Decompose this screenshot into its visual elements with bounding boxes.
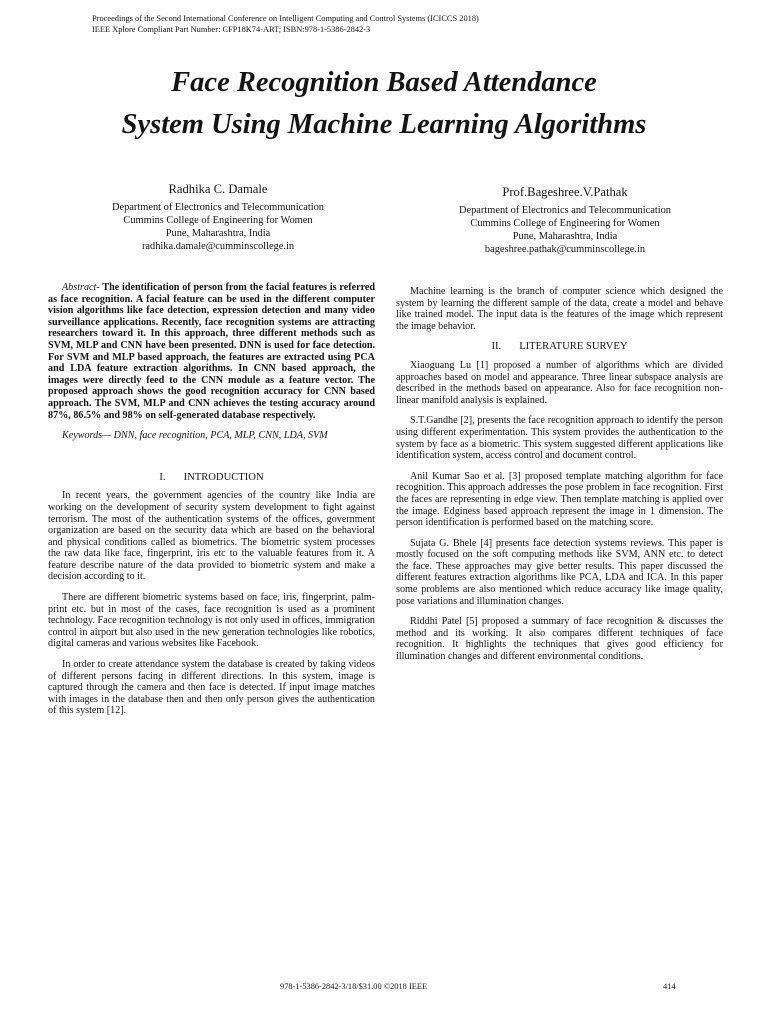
running-header bbox=[92, 13, 479, 35]
author-college: Cummins College of Engineering for Women bbox=[123, 215, 313, 226]
author-block-1 bbox=[58, 181, 378, 253]
paper-title bbox=[0, 62, 768, 146]
author-name: Radhika C. Damale bbox=[168, 182, 268, 196]
copyright-footer: 978-1-5386-2842-3/18/$31.00 ©2018 IEEE bbox=[280, 982, 428, 991]
lit-paragraph-2: S.T.Gandhe [2], presents the face recognition approach to identify the person using different experimentation. This system provides the authentication to the system by face as a biometric. This system suggested different applications like identification system, access control and document control. bbox=[396, 415, 723, 462]
page-number: 414 bbox=[663, 982, 676, 991]
title-line-2: System Using Machine Learning Algorithms bbox=[121, 109, 647, 140]
author-email: radhika.damale@cumminscollege.in bbox=[141, 241, 295, 252]
author-dept: Department of Electronics and Telecommunication bbox=[458, 205, 671, 216]
author-location: Pune, Maharashtra, India bbox=[512, 231, 618, 242]
left-column bbox=[48, 282, 375, 726]
header-line-2: IEEE Xplore Compliant Part Number: CFP18K74-ART; ISBN:978-1-5386-2842-3 bbox=[92, 25, 371, 34]
intro-paragraph-2: There are different biometric systems based on face, iris, fingerprint, palm-print etc. but in most of the cases, face recognition is used as a prominent technology. Face recognition technology is not only used in offices, immigration control in airport but also used in the new generation technologies like robotics, digital cameras and various websites like Facebook. bbox=[48, 592, 375, 650]
abstract-label: Abstract- bbox=[62, 282, 100, 293]
author-college: Cummins College of Engineering for Women bbox=[470, 218, 660, 229]
section-number: I. bbox=[159, 471, 166, 483]
intro-paragraph-1: In recent years, the government agencies of the country like India are working on the development of security system development to fight against terrorism. The most of the authentication systems of the offices, government organization are based on the security data which are based on the behavioral and physical conditions called as biometrics. The biometric system processes the raw data like face, fingerprint, iris etc to the valuable features from it. A feature describe nature of the data provided to biometric system and make a decision according to it. bbox=[48, 490, 375, 583]
author-name: Prof.Bageshree.V.Pathak bbox=[502, 185, 628, 199]
keywords: Keywords— DNN, face recognition, PCA, MLP, CNN, LDA, SVM bbox=[62, 430, 328, 442]
lit-paragraph-5: Riddhi Patel [5] proposed a summary of face recognition & discusses the method and its working. It also compares different techniques of face recognition. It highlights the techniques that gives good efficiency for illumination changes and different environmental conditions. bbox=[396, 616, 723, 663]
author-location: Pune, Maharashtra, India bbox=[165, 228, 271, 239]
author-dept: Department of Electronics and Telecommunication bbox=[111, 202, 324, 213]
header-line-1: Proceedings of the Second International Conference on Intelligent Computing and Control Systems (ICICCS 2018) bbox=[92, 14, 479, 23]
title-line-1: Face Recognition Based Attendance bbox=[171, 67, 597, 98]
lit-paragraph-1: Xiaoguang Lu [1] proposed a number of algorithms which are divided approaches based on model and appearance. Three linear subspace analysis are described in the methods based on appearance. Also for face recognition non-linear manifold analysis is explained. bbox=[396, 359, 723, 406]
section-heading-introduction bbox=[48, 472, 375, 484]
section-heading-literature-survey bbox=[396, 341, 723, 353]
machine-learning-paragraph: Machine learning is the branch of computer science which designed the system by learning the different sample of the data, create a model and behave like trained model. The input data is the features of the image which represent the image behavior. bbox=[396, 286, 723, 332]
section-title: LITERATURE SURVEY bbox=[519, 341, 628, 353]
author-block-2 bbox=[405, 184, 725, 256]
abstract-text: The identification of person from the facial features is referred as face recognition. A facial feature can be used in the different computer vision algorithms like face detection, expression detection and many video surveillance applications. Recently, face recognition systems are attracting researchers toward it. In this approach, three different methods such as SVM, MLP and CNN have been presented. DNN is used for face detection. For SVM and MLP based approach, the features are extracted using PCA and LDA feature extraction algorithms. In CNN based approach, the images were directly feed to the CNN module as a feature vector. The proposed approach shows the good recognition accuracy for CNN based approach. The SVM, MLP and CNN achieves the testing accuracy around 87%, 86.5% and 98% on self-generated database respectively. bbox=[48, 282, 375, 421]
section-title: INTRODUCTION bbox=[183, 471, 264, 483]
section-number: II. bbox=[491, 341, 502, 353]
intro-paragraph-3: In order to create attendance system the database is created by taking videos of different persons facing in different directions. In this system, image is captured through the camera and then face is detected. If input image matches with images in the database then and then only person gives the authentication of this system [12]. bbox=[48, 659, 375, 717]
author-email: bageshree.pathak@cumminscollege.in bbox=[484, 244, 646, 255]
right-column bbox=[396, 286, 723, 672]
lit-paragraph-4: Sujata G. Bhele [4] presents face detection systems reviews. This paper is mostly focused on the soft computing methods like SVM, ANN etc. to detect the face. These approaches may give better results. This paper discussed the different features extraction algorithms like PCA, LDA and ICA. In this paper some problems are also mentioned which reduce accuracy like image quality, pose variations and illumination changes. bbox=[396, 537, 723, 607]
lit-paragraph-3: Anil Kumar Sao et al. [3] proposed template matching algorithm for face recognition. This approach addresses the pose problem in face recognition. First the faces are representing in edge view. Then template matching is applied over the image. Edginess based approach represent the image in 1 dimension. The person identification is performed based on the matching score. bbox=[396, 470, 723, 529]
abstract bbox=[48, 282, 375, 421]
